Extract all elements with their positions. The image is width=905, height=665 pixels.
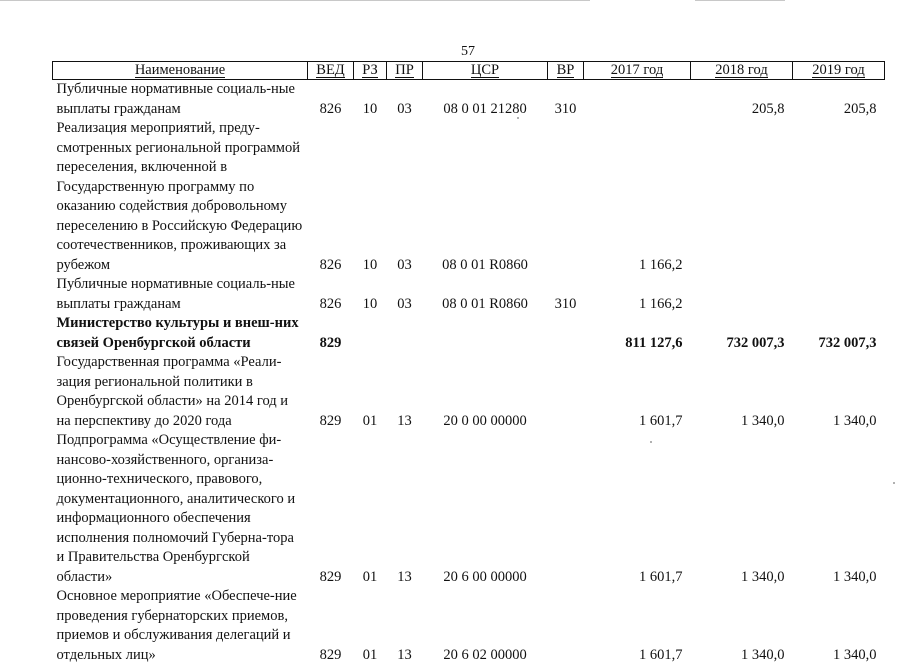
row-name: Подпрограмма «Осуществление фи-нансово-хозяйственного, организа-ционно-технического, правового, документационного, аналитического и информационного обеспечения исполнения полномочий Губерна-тора и Правительства Оренбургской области» <box>56 432 296 585</box>
row-csr: 08 0 01 R0860 <box>442 256 528 273</box>
row-rz <box>354 314 387 353</box>
row-pr <box>387 314 423 353</box>
col-header-2018: 2018 год <box>691 62 793 80</box>
row-name: Основное мероприятие «Обеспече-ние проведения губернаторских приемов, приемов и обслуживания делегаций и отдельных лиц» <box>56 588 297 663</box>
row-rz: 10 <box>362 295 378 312</box>
row-2018: 732 007,3 <box>726 334 785 351</box>
budget-table <box>52 61 885 665</box>
scan-speck <box>650 441 652 443</box>
row-csr: 20 0 00 00000 <box>443 412 527 429</box>
scan-speck <box>517 117 519 119</box>
row-pr: 13 <box>397 412 412 429</box>
row-2017: 1 601,7 <box>639 568 683 585</box>
row-csr: 20 6 00 00000 <box>443 568 527 585</box>
table-row <box>53 431 885 587</box>
row-2019 <box>793 275 885 314</box>
row-name: Министерство культуры и внеш-них связей Оренбургской области <box>56 315 299 351</box>
row-csr: 08 0 01 R0860 <box>442 295 528 312</box>
row-2017: 1 166,2 <box>639 295 683 312</box>
row-ved: 826 <box>319 256 342 273</box>
col-header-2017: 2017 год <box>584 62 691 80</box>
table-row <box>53 587 885 665</box>
table-row <box>53 275 885 314</box>
row-csr: 08 0 01 21280 <box>443 100 527 117</box>
top-rule-left <box>0 0 590 1</box>
table-row <box>53 119 885 275</box>
row-2019: 1 340,0 <box>833 568 877 585</box>
row-vr <box>548 587 584 665</box>
table-row <box>53 353 885 431</box>
row-2018: 1 340,0 <box>741 412 785 429</box>
row-2018: 1 340,0 <box>741 568 785 585</box>
row-rz: 01 <box>362 568 378 585</box>
row-name: Публичные нормативные социаль-ные выплаты гражданам <box>56 276 295 312</box>
row-2018: 205,8 <box>751 100 785 117</box>
row-rz: 01 <box>362 412 378 429</box>
col-header-csr: ЦСР <box>423 62 548 80</box>
row-2017: 811 127,6 <box>625 334 683 351</box>
row-csr: 20 6 02 00000 <box>443 646 527 663</box>
row-ved: 829 <box>319 334 342 351</box>
row-vr <box>548 119 584 275</box>
row-pr: 03 <box>397 100 412 117</box>
top-rule-right <box>695 0 785 1</box>
row-rz: 01 <box>362 646 378 663</box>
row-vr <box>548 431 584 587</box>
row-2018: 1 340,0 <box>741 646 785 663</box>
row-name: Публичные нормативные социаль-ные выплаты гражданам <box>56 81 295 117</box>
col-header-name: Наименование <box>53 62 308 80</box>
row-ved: 829 <box>319 646 342 663</box>
col-header-2019: 2019 год <box>793 62 885 80</box>
scan-speck <box>893 482 895 484</box>
row-rz: 10 <box>362 256 378 273</box>
row-vr: 310 <box>554 100 577 117</box>
row-2017: 1 601,7 <box>639 646 683 663</box>
row-ved: 829 <box>319 568 342 585</box>
row-rz: 10 <box>362 100 378 117</box>
row-2019: 732 007,3 <box>818 334 877 351</box>
header-row <box>53 62 885 80</box>
row-pr: 03 <box>397 256 412 273</box>
row-csr <box>423 314 548 353</box>
row-2018 <box>691 119 793 275</box>
row-2019: 205,8 <box>843 100 877 117</box>
row-name: Государственная программа «Реали-зация региональной политики в Оренбургской области» на 2014 год и на перспективу до 2020 года <box>56 354 289 429</box>
row-pr: 13 <box>397 568 412 585</box>
row-name: Реализация мероприятий, преду-смотренных региональной программой переселения, включенной в Государственную программу по оказанию содействия добровольному переселению в Российскую Федерацию соотечественников, проживающих за рубежом <box>56 120 303 273</box>
row-pr: 03 <box>397 295 412 312</box>
row-vr <box>548 314 584 353</box>
row-2019: 1 340,0 <box>833 412 877 429</box>
col-header-vr: ВР <box>548 62 584 80</box>
row-2017: 1 601,7 <box>639 412 683 429</box>
col-header-rz: РЗ <box>354 62 387 80</box>
row-2017: 1 166,2 <box>639 256 683 273</box>
row-ved: 826 <box>319 100 342 117</box>
table-row <box>53 80 885 120</box>
row-2017 <box>584 80 691 120</box>
row-pr: 13 <box>397 646 412 663</box>
row-2019 <box>793 119 885 275</box>
row-vr: 310 <box>554 295 577 312</box>
row-ved: 829 <box>319 412 342 429</box>
table-row-ministry <box>53 314 885 353</box>
row-ved: 826 <box>319 295 342 312</box>
row-2019: 1 340,0 <box>833 646 877 663</box>
row-vr <box>548 353 584 431</box>
page-number: 57 <box>461 44 475 59</box>
col-header-pr: ПР <box>387 62 423 80</box>
row-2018 <box>691 275 793 314</box>
col-header-ved: ВЕД <box>308 62 354 80</box>
